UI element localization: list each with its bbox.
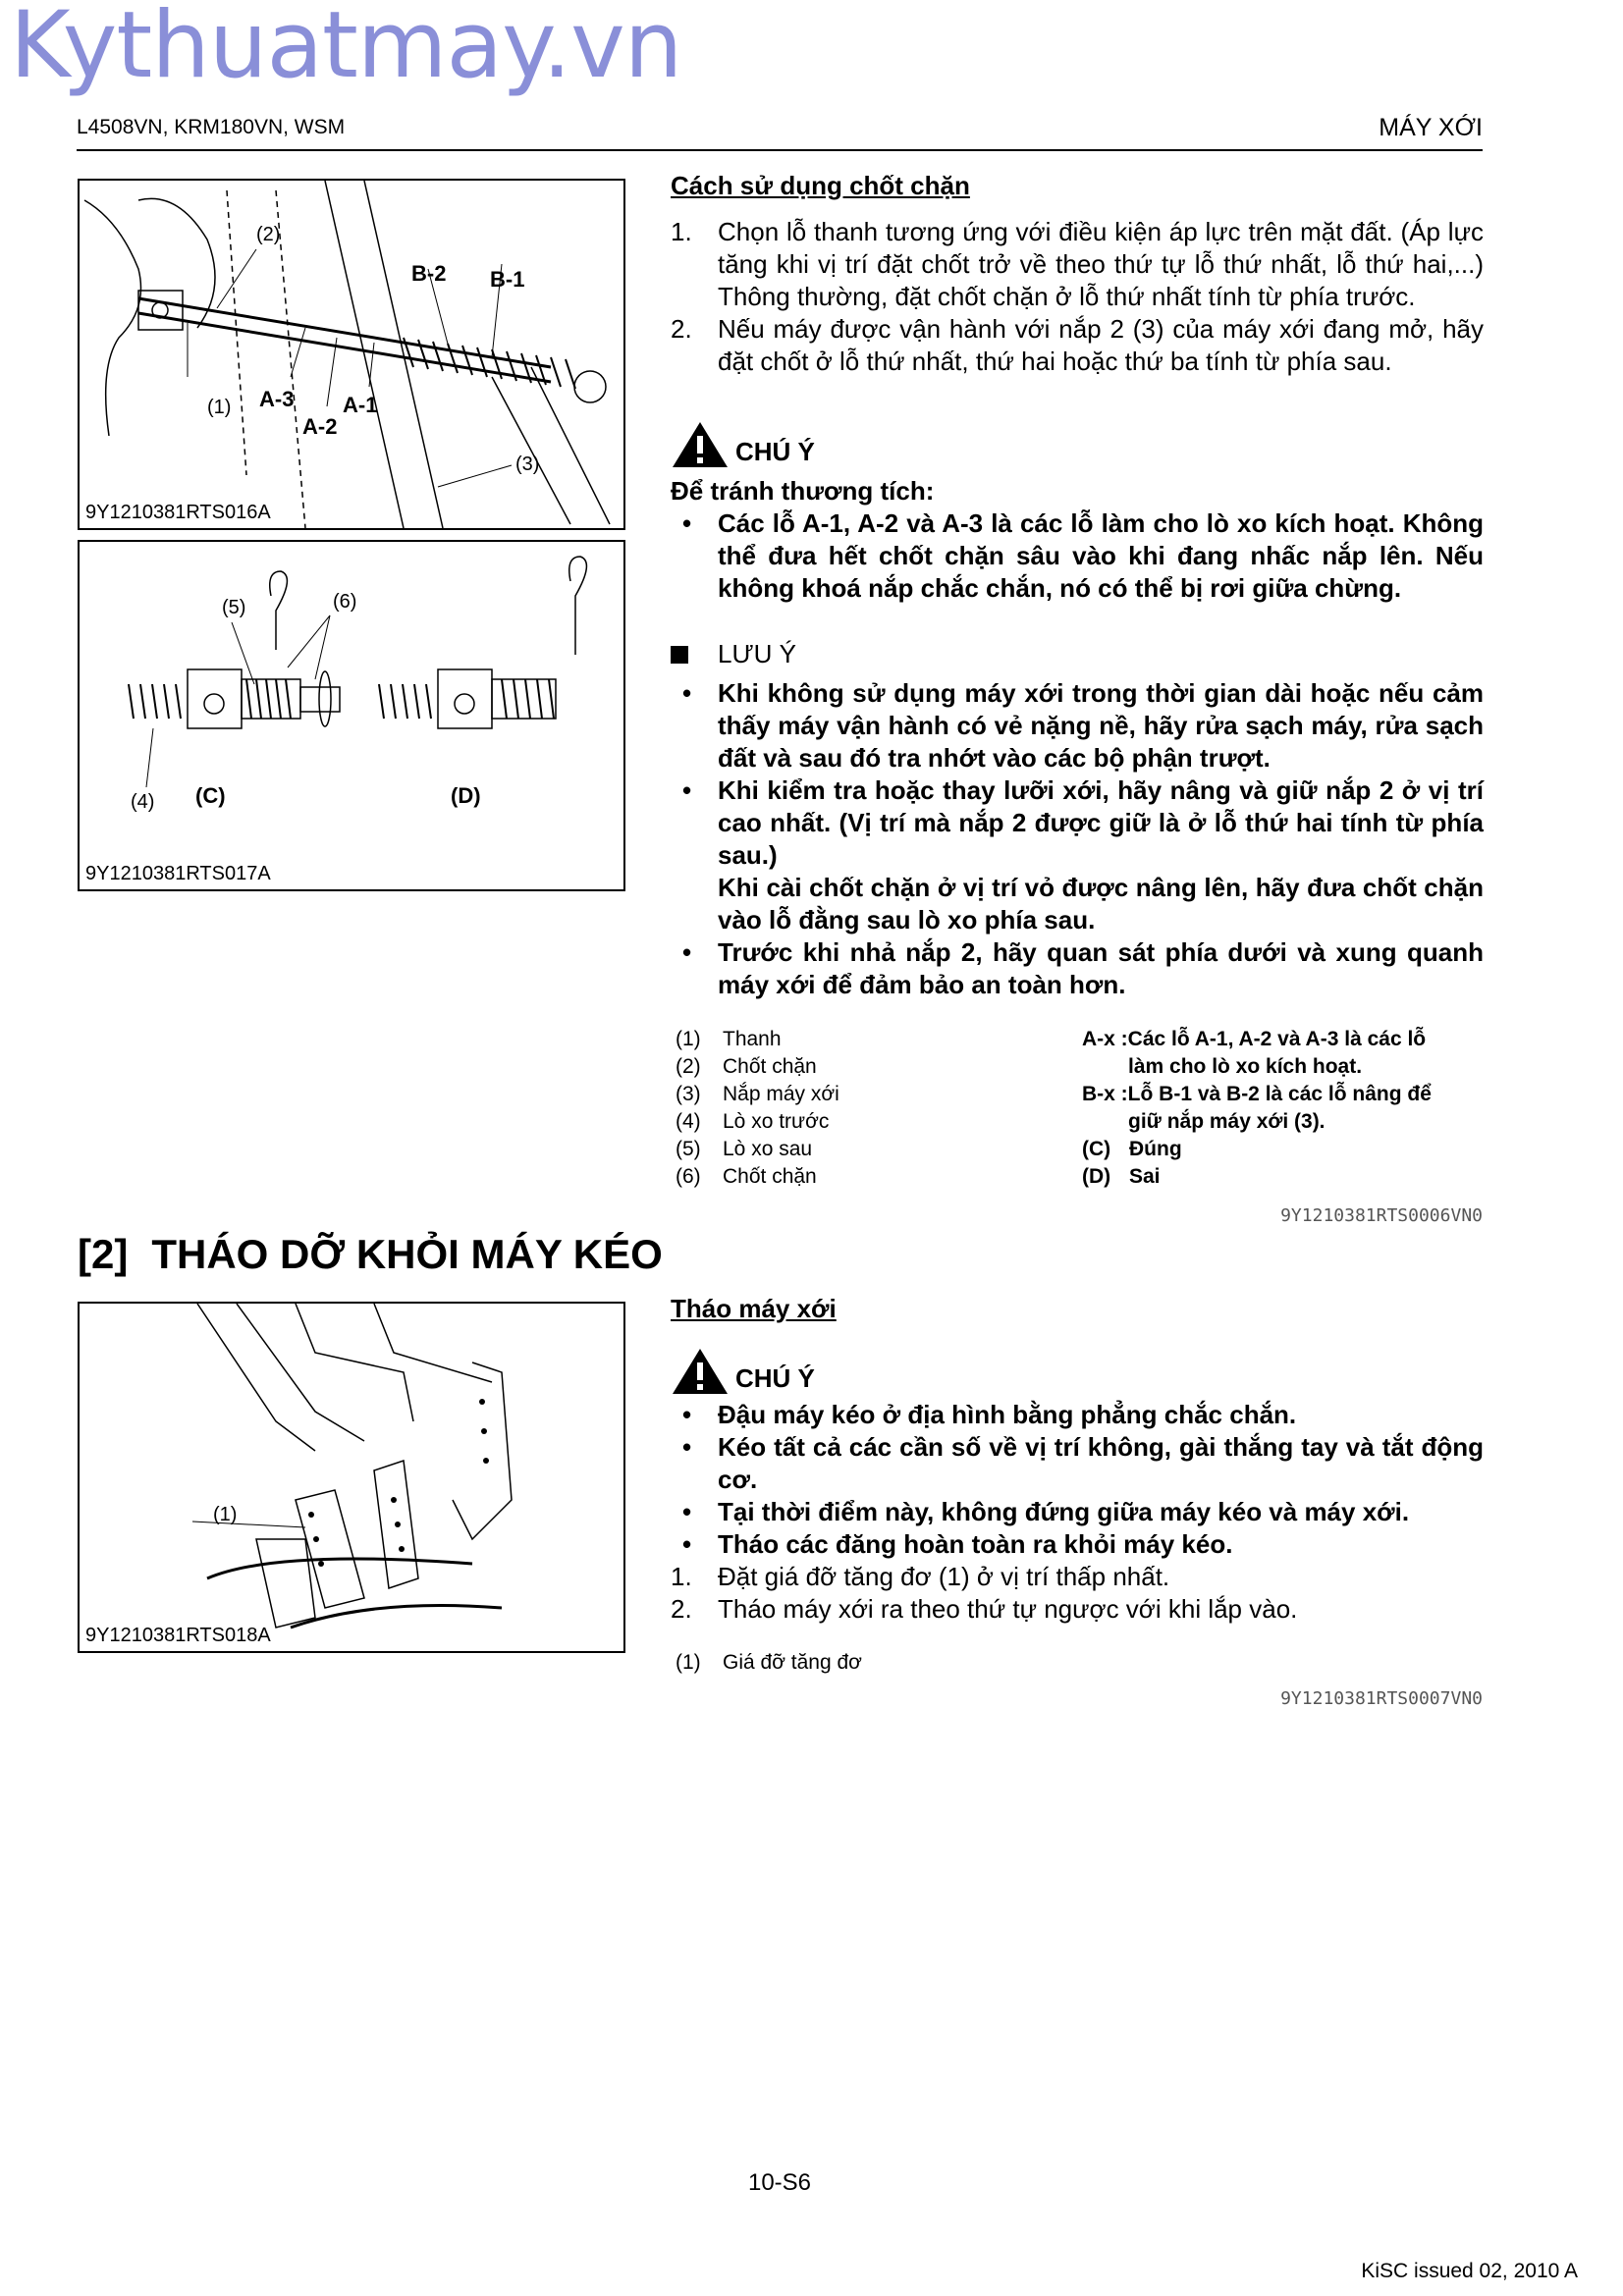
s1-doc-code: 9Y1210381RTS0006VN0: [1280, 1205, 1483, 1226]
bullet-extra-text: Khi cài chốt chặn ở vị trí vỏ được nâng lên, hãy đưa chốt chặn vào lỗ đằng sau lò xo phía sau.: [718, 873, 1484, 934]
header-section: MÁY XỚI: [1379, 114, 1483, 141]
step-text: Tháo máy xới ra theo thứ tự ngược với khi lắp vào.: [718, 1594, 1298, 1624]
step-text: Chọn lỗ thanh tương ứng với điều kiện áp lực trên mặt đất. (Áp lực tăng khi vị trí đặt chốt trở về theo thứ tự lỗ thứ nhất, lỗ thứ hai,...) Thông thường, đặt chốt chặn ở lỗ thứ nhất tính từ phía trước.: [718, 217, 1484, 311]
s1-step-1: [671, 216, 1484, 313]
note-bullet: • Khi không sử dụng máy xới trong thời gian dài hoặc nếu cảm thấy máy vận hành có vẻ nặng nề, hãy rửa sạch máy, rửa sạch đất và sau đó tra nhớt vào các bộ phận trượt.: [682, 678, 1484, 773]
s2-step-2: [671, 1593, 1484, 1626]
bullet-text: Khi kiểm tra hoặc thay lưỡi xới, hãy nâng và giữ nắp 2 ở vị trí cao nhất. (Vị trí mà nắp 2 được giữ là ở lỗ thứ hai tính từ phía sau.): [718, 775, 1484, 870]
s1-legend-left: [676, 1026, 839, 1191]
caution-bullet: • Kéo tất cả các cần số về vị trí không, gài thắng tay và tắt động cơ.: [682, 1432, 1484, 1494]
caution-bullet: • Các lỗ A-1, A-2 và A-3 là các lỗ làm cho lò xo kích hoạt. Không thể đưa hết chốt chặn sâu vào khi đang nhấc nắp lên. Nếu không khoá nắp chắc chắn, nó có thể bị rơi giữa chừng.: [682, 508, 1484, 603]
legend-row: (1) Thanh: [676, 1028, 782, 1050]
fig1-label-2: (2): [256, 224, 281, 245]
section-2-heading: [78, 1231, 663, 1278]
header-model: L4508VN, KRM180VN, WSM: [77, 116, 346, 138]
s2-step-1: [671, 1561, 1484, 1593]
legend-row: (4) Lò xo trước: [676, 1110, 830, 1133]
s1-caution-heading: [671, 420, 815, 469]
s2-steps: [671, 1561, 1484, 1626]
legend-row: B-x :Lỗ B-1 và B-2 là các lỗ nâng để: [1082, 1083, 1432, 1105]
watermark-logo: Kythuatmay.vn: [10, 0, 682, 99]
fig2-code: 9Y1210381RTS017A: [85, 863, 271, 884]
note-label: LƯU Ý: [718, 639, 797, 668]
s2-legend: [676, 1649, 862, 1677]
caution-label: CHÚ Ý: [735, 437, 815, 466]
bullet-text: Tháo các đăng hoàn toàn ra khỏi máy kéo.: [718, 1529, 1233, 1559]
step-number: 2.: [671, 314, 692, 344]
s2-title: Tháo máy xới: [671, 1294, 837, 1323]
page-number: 10-S6: [747, 2169, 812, 2196]
fig1-label-b2: B-2: [411, 261, 447, 286]
legend-row: (1) Giá đỡ tăng đơ: [676, 1651, 862, 1674]
s1-note-heading: [671, 639, 796, 669]
step-number: 2.: [671, 1594, 692, 1624]
legend-row: (2) Chốt chặn: [676, 1055, 817, 1078]
s2-caution-list: [671, 1399, 1484, 1561]
s1-note-list: [671, 677, 1484, 1001]
legend-row: (C) Đúng: [1082, 1138, 1182, 1160]
legend-row: (3) Nắp máy xới: [676, 1083, 839, 1105]
fig1-label-a3: A-3: [259, 387, 295, 411]
warning-triangle-icon: [671, 420, 730, 469]
fig2-label-4: (4): [131, 791, 155, 813]
step-text: Đặt giá đỡ tăng đơ (1) ở vị trí thấp nhất.: [718, 1562, 1170, 1591]
bullet-text: Kéo tất cả các cần số về vị trí không, gài thắng tay và tắt động cơ.: [718, 1432, 1484, 1494]
step-number: 1.: [671, 1562, 692, 1591]
caution-bullet: • Đậu máy kéo ở địa hình bằng phẳng chắc chắn.: [682, 1400, 1297, 1429]
legend-row: (D) Sai: [1082, 1165, 1161, 1188]
bullet-text: Đậu máy kéo ở địa hình bằng phẳng chắc chắn.: [718, 1400, 1297, 1429]
s1-steps: [671, 216, 1484, 378]
fig1-label-a2: A-2: [302, 414, 338, 439]
issue-stamp: KiSC issued 02, 2010 A: [1361, 2260, 1578, 2282]
spring-coils-2: [129, 679, 554, 719]
square-bullet-icon: [671, 646, 688, 664]
step-text: Nếu máy được vận hành với nắp 2 (3) của máy xới đang mở, hãy đặt chốt ở lỗ thứ nhất, thứ hai hoặc thứ ba tính từ phía sau.: [718, 314, 1484, 376]
fig1-label-a1: A-1: [343, 393, 378, 417]
figure-jack-stand: [78, 1302, 625, 1653]
legend-row: (5) Lò xo sau: [676, 1138, 813, 1160]
bullet-text: Trước khi nhả nắp 2, hãy quan sát phía dưới và xung quanh máy xới để đảm bảo an toàn hơn.: [718, 937, 1484, 999]
s2-doc-code: 9Y1210381RTS0007VN0: [1280, 1688, 1483, 1709]
figure-correct-wrong: [78, 540, 625, 891]
jack-stand-illustration: [80, 1304, 623, 1651]
fig3-label-1: (1): [213, 1504, 238, 1525]
figure-stopper-rod: [78, 179, 625, 530]
fig1-label-3: (3): [515, 454, 540, 475]
caution-bullet: • Tháo các đăng hoàn toàn ra khỏi máy kéo.: [682, 1529, 1233, 1559]
step-number: 1.: [671, 217, 692, 246]
s1-caution-intro: Để tránh thương tích:: [671, 476, 935, 506]
header-rule: [77, 149, 1483, 151]
legend-row: A-x :Các lỗ A-1, A-2 và A-3 là các lỗ: [1082, 1028, 1427, 1050]
bullet-text: Tại thời điểm này, không đứng giữa máy kéo và máy xới.: [718, 1497, 1410, 1526]
s2-caution-heading: [671, 1347, 815, 1396]
fig1-label-1: (1): [207, 397, 232, 418]
note-bullet: • Trước khi nhả nắp 2, hãy quan sát phía dưới và xung quanh máy xới để đảm bảo an toàn hơn.: [682, 937, 1484, 999]
s1-title: Cách sử dụng chốt chặn: [671, 171, 970, 200]
rod-illustration: [80, 181, 623, 528]
legend-row: (6) Chốt chặn: [676, 1165, 817, 1188]
s1-step-2: [671, 313, 1484, 378]
fig3-code: 9Y1210381RTS018A: [85, 1625, 271, 1646]
bullet-text: Các lỗ A-1, A-2 và A-3 là các lỗ làm cho lò xo kích hoạt. Không thể đưa hết chốt chặn sâu vào khi đang nhấc nắp lên. Nếu không khoá nắp chắc chắn, nó có thể bị rơi giữa chừng.: [718, 508, 1484, 603]
caution-label: CHÚ Ý: [735, 1363, 815, 1393]
warning-triangle-icon: [671, 1347, 730, 1396]
fig2-label-6: (6): [333, 591, 357, 613]
note-bullet: • Khi kiểm tra hoặc thay lưỡi xới, hãy nâng và giữ nắp 2 ở vị trí cao nhất. (Vị trí mà nắp 2 được giữ là ở lỗ thứ hai tính từ phía sau.) Khi cài chốt chặn ở vị trí vỏ được nâng lên, hãy đưa chốt chặn vào lỗ đằng sau lò xo phía sau.: [682, 775, 1484, 934]
section-number: [2]: [78, 1231, 129, 1277]
fig2-label-5: (5): [222, 597, 246, 618]
fig1-label-b1: B-1: [490, 267, 525, 292]
section-title: THÁO DỠ KHỎI MÁY KÉO: [151, 1231, 663, 1277]
caution-bullet: • Tại thời điểm này, không đứng giữa máy kéo và máy xới.: [682, 1497, 1410, 1526]
fig2-label-d: (D): [451, 783, 481, 808]
s1-caution-list: [671, 507, 1484, 605]
legend-row-cont: giữ nắp máy xới (3).: [1128, 1110, 1325, 1133]
fig2-label-c: (C): [195, 783, 226, 808]
s1-legend-right: [1082, 1026, 1432, 1191]
legend-row-cont: làm cho lò xo kích hoạt.: [1128, 1055, 1363, 1078]
bullet-text: Khi không sử dụng máy xới trong thời gian dài hoặc nếu cảm thấy máy vận hành có vẻ nặng nề, hãy rửa sạch máy, rửa sạch đất và sau đó tra nhớt vào các bộ phận trượt.: [718, 678, 1484, 773]
fig1-code: 9Y1210381RTS016A: [85, 502, 271, 523]
